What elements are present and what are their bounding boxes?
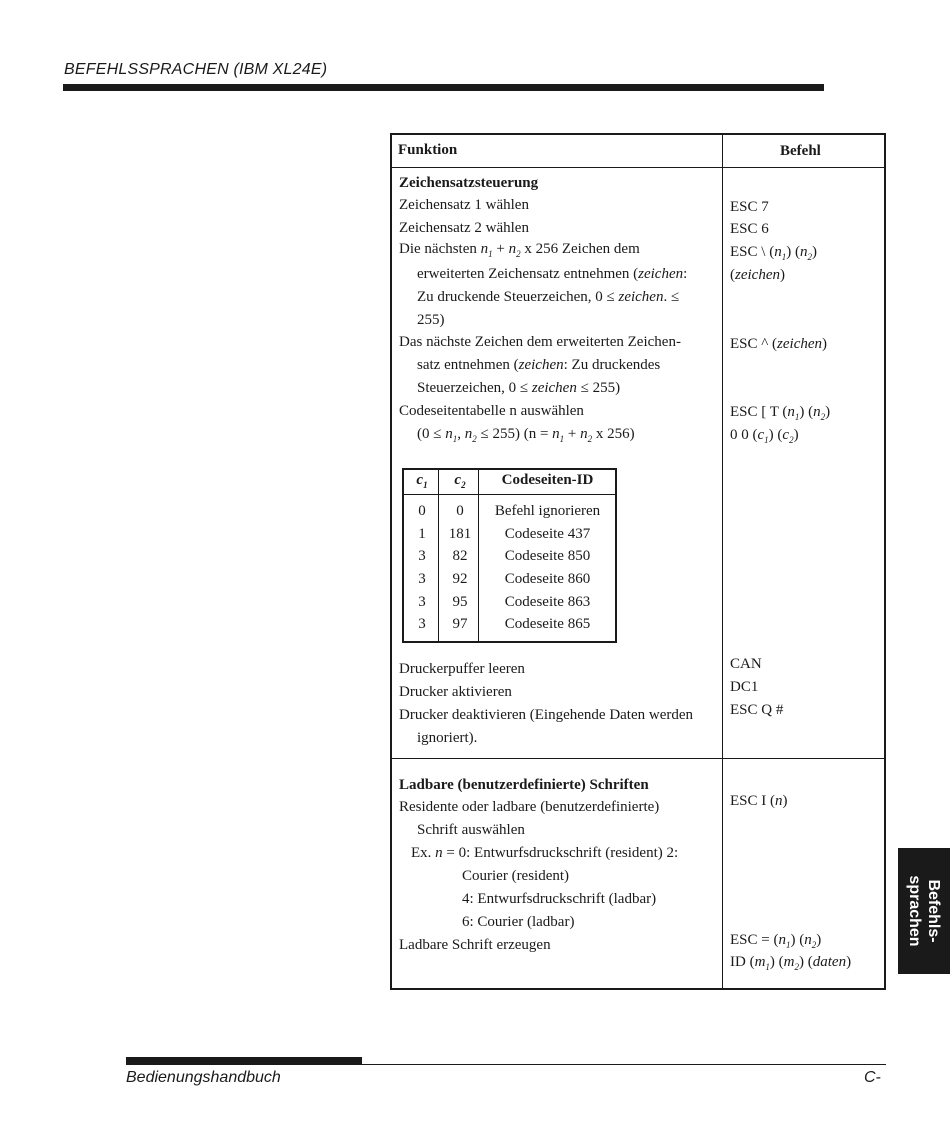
charset1-label: Zeichensatz 1 wählen: [399, 197, 529, 213]
side-tab-label: [905, 851, 943, 971]
control-chars-max: 255): [417, 312, 445, 328]
header-rule: [63, 84, 824, 91]
footer-rule-thick: [126, 1057, 362, 1064]
font-example-line: Ex. n = 0: Entwurfsdruckschrift (resident) 2:: [411, 845, 679, 861]
cell-c2: 181: [448, 526, 472, 542]
charset2-label: Zeichensatz 2 wählen: [399, 220, 529, 236]
codepage-header-row: [404, 472, 615, 495]
cell-c2: 95: [452, 594, 468, 610]
font-example-4: 4: Entwurfsdruckschrift (ladbar): [462, 891, 657, 907]
table-row: [404, 616, 615, 639]
codepage-table: [402, 468, 617, 643]
cell-c1: 3: [418, 571, 426, 587]
column-header-command: Befehl: [780, 143, 821, 159]
table-row: [404, 571, 615, 594]
control-chars-line: Zu druckende Steuerzeichen, 0 ≤ zeichen. ≤: [417, 289, 680, 305]
side-tab-line-2: sprachen: [906, 875, 923, 947]
cell-c2: 97: [452, 616, 468, 632]
font-create-command: ESC = $(n_1)$ $(n_2)$: [730, 932, 822, 950]
cell-c1: 3: [418, 548, 426, 564]
cell-id: Befehl ignorieren: [494, 503, 601, 519]
printer-activate-command: DC1: [730, 679, 759, 695]
table-row: [404, 594, 615, 617]
side-tab-line-1: Befehls-: [925, 879, 942, 943]
font-select-label: Residente oder ladbare (benutzerdefinierte): [399, 799, 660, 815]
cell-id: Codeseite 850: [504, 548, 591, 564]
section-heading-fonts: Ladbare (benutzerdefinierte) Schriften: [399, 777, 649, 793]
next-char-line-3: Steuerzeichen, 0 ≤ zeichen ≤ 255): [417, 380, 621, 396]
section-heading-charset: Zeichensatzsteuerung: [399, 175, 539, 191]
codepage-header-c1: $c_1$: [416, 472, 428, 490]
cell-c1: 1: [418, 526, 426, 542]
table-row: [404, 503, 615, 526]
codepage-header-id: Codeseiten-ID: [501, 472, 594, 488]
cell-id: Codeseite 863: [504, 594, 591, 610]
footer-manual-title: Bedienungshandbuch: [126, 1069, 281, 1086]
font-example-6: 6: Courier (ladbar): [462, 914, 575, 930]
font-example-courier: Courier (resident): [462, 868, 570, 884]
charset1-command: ESC 7: [730, 199, 769, 215]
cell-c2: 82: [452, 548, 468, 564]
table-row: [404, 548, 615, 571]
codepage-select-label: Codeseitentabelle n auswählen: [399, 403, 584, 419]
column-divider: [722, 135, 723, 988]
next-chars-command: ESC \ $(n_1)$ $(n_2)$: [730, 244, 817, 262]
page-header-title: BEFEHLSSPRACHEN (IBM XL24E): [64, 61, 328, 78]
next-char-line: Das nächste Zeichen dem erweiterten Zeichen-: [399, 334, 681, 350]
next-char-line-2: satz entnehmen (zeichen: Zu druckendes: [417, 357, 661, 373]
cell-id: Codeseite 860: [504, 571, 591, 587]
printer-deactivate-command: ESC Q #: [730, 702, 784, 718]
footer-page-number: C-: [864, 1069, 881, 1086]
cell-c2: 92: [452, 571, 468, 587]
printer-deactivate-label: Drucker deaktivieren (Eingehende Daten werden: [399, 707, 694, 723]
cell-id: Codeseite 865: [504, 616, 591, 632]
font-select-command: ESC I (n): [730, 793, 788, 809]
cell-c2: 0: [456, 503, 464, 519]
cell-c1: 3: [418, 616, 426, 632]
section-row-divider: [392, 758, 884, 759]
command-table: [390, 133, 886, 990]
font-create-label: Ladbare Schrift erzeugen: [399, 937, 551, 953]
charset2-command: ESC 6: [730, 221, 769, 237]
footer-rule-thin: [126, 1064, 886, 1065]
codepage-header-c2: $c_2$: [454, 472, 466, 490]
cell-id: Codeseite 437: [504, 526, 591, 542]
header-row-divider: [392, 167, 884, 168]
codepage-command-2: 0 0 $(c_1)$ $(c_2)$: [730, 427, 799, 445]
printer-deactivate-label-2: ignoriert).: [417, 730, 478, 746]
table-row: [404, 526, 615, 549]
codepage-command: ESC [ T $(n_1)$ $(n_2)$: [730, 404, 831, 422]
font-create-command-2: ID $(m_1)$ $(m_2)$ (daten): [730, 954, 852, 972]
cell-c1: 0: [418, 503, 426, 519]
column-header-function: Funktion: [398, 142, 458, 158]
next-char-command: ESC ^ (zeichen): [730, 336, 828, 352]
side-tab-command-languages: [898, 848, 950, 974]
buffer-clear-label: Druckerpuffer leeren: [399, 661, 525, 677]
extended-charset-line: erweiterten Zeichensatz entnehmen (zeichen:: [417, 266, 688, 282]
zeichen-command: (zeichen): [730, 267, 785, 283]
printer-activate-label: Drucker aktivieren: [399, 684, 512, 700]
codepage-range-line: ($0 \le n_1$, $n_2 \le 255$) ($n = n_1 + n_2$ x 256): [417, 426, 635, 444]
next-chars-line: Die nächsten $n_1 + n_2$ x 256 Zeichen dem: [399, 241, 640, 259]
font-select-label-2: Schrift auswählen: [417, 822, 525, 838]
cell-c1: 3: [418, 594, 426, 610]
buffer-clear-command: CAN: [730, 656, 762, 672]
